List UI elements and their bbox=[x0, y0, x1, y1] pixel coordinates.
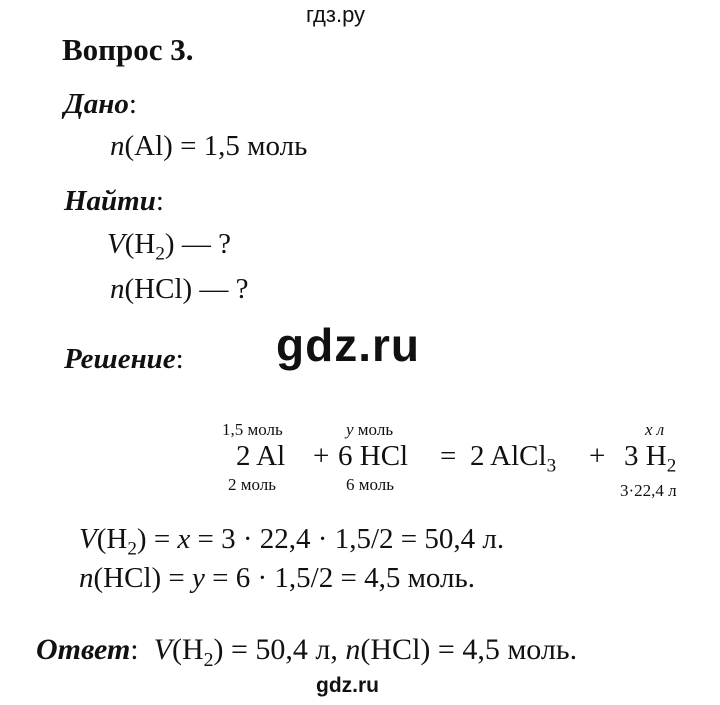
equals-sign: = bbox=[440, 440, 457, 472]
calc-amount: n(HCl) = y = 6 · 1,5/2 = 4,5 моль. bbox=[79, 562, 475, 594]
given-line: n(Al) = 1,5 моль bbox=[110, 130, 308, 162]
site-header: гдз.ру bbox=[306, 2, 366, 27]
answer-label: Ответ bbox=[36, 633, 131, 666]
hcl-amount-above: y моль bbox=[346, 420, 394, 439]
term-alcl3: 2 AlCl$_3$ bbox=[470, 440, 557, 477]
site-footer: gdz.ru bbox=[316, 674, 379, 697]
term-h2: 3 $H_2$ bbox=[624, 440, 677, 477]
given-label: Дано: bbox=[64, 88, 137, 120]
find-line-volume: $V(H_2)$ — ? bbox=[107, 228, 231, 265]
plus-sign-2: + bbox=[589, 440, 606, 472]
hcl-amount-below: 6 моль bbox=[346, 475, 395, 494]
al-amount-below: 2 моль bbox=[228, 475, 277, 494]
plus-sign-1: + bbox=[313, 440, 330, 472]
find-line-amount: n(HCl) — ? bbox=[110, 273, 249, 305]
solution-label: Решение: bbox=[64, 343, 184, 375]
watermark: gdz.ru bbox=[276, 319, 420, 371]
h2-volume-below: 3·22,4 л bbox=[620, 481, 677, 500]
find-label: Найти: bbox=[64, 185, 164, 217]
question-title: Вопрос 3. bbox=[62, 32, 194, 67]
term-al: 2 Al bbox=[236, 440, 286, 472]
h2-volume-above: x л bbox=[645, 420, 665, 439]
al-amount-above: 1,5 моль bbox=[222, 420, 283, 439]
answer-line: Ответ: $V(H_2) = 50,4$ л, n(HCl) = 4,5 моль. bbox=[36, 633, 578, 671]
term-hcl: 6 HCl bbox=[338, 440, 409, 472]
calc-volume: $V(H_2) = x = 3 \cdot 22,4 \cdot 1,5/2 = 50,4$ л. bbox=[79, 523, 505, 560]
